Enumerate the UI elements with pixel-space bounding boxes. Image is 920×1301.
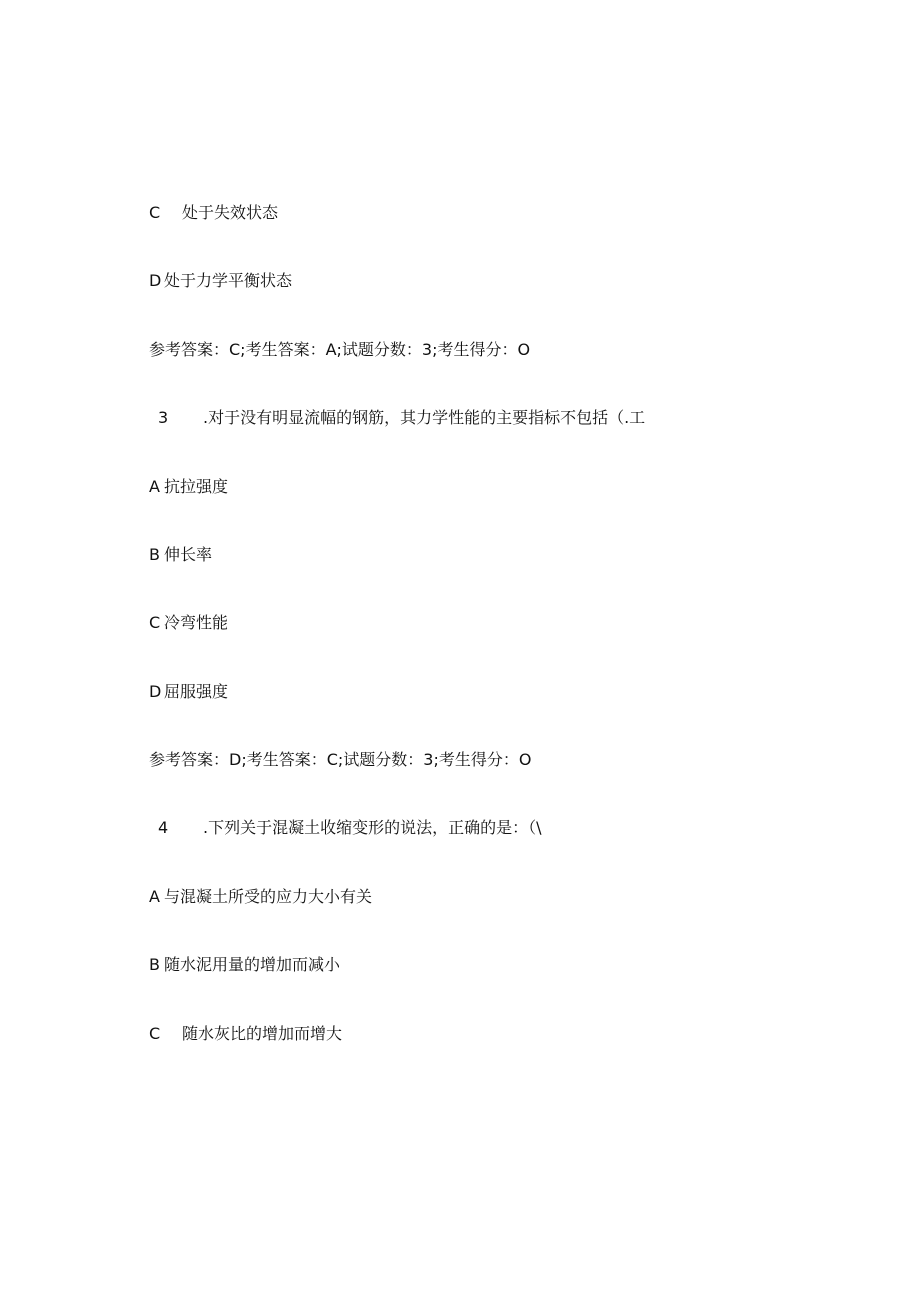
answer-summary-q3: 参考答案：D;考生答案：C;试题分数：3;考生得分：O xyxy=(149,750,532,769)
option-text: 伸长率 xyxy=(164,545,213,564)
option-letter: C xyxy=(149,613,161,632)
question-number: 3 xyxy=(158,408,169,427)
option-d-yield-strength xyxy=(149,681,228,703)
question-text: .下列关于混凝土收缩变形的说法，正确的是：（\ xyxy=(203,818,542,837)
option-text: 随水灰比的增加而增大 xyxy=(182,1024,343,1043)
option-letter: C xyxy=(149,1024,161,1043)
question-3 xyxy=(149,407,645,429)
option-letter: D xyxy=(149,271,162,290)
option-a-tensile-strength xyxy=(149,476,228,498)
option-c-failure-state xyxy=(149,202,278,224)
question-4 xyxy=(149,817,541,839)
option-a-stress-related xyxy=(149,886,372,908)
option-letter: C xyxy=(149,203,161,222)
option-text: 冷弯性能 xyxy=(164,613,229,632)
option-letter: B xyxy=(149,955,160,974)
option-c-water-cement-ratio xyxy=(149,1023,342,1045)
option-text: 屈服强度 xyxy=(164,682,229,701)
option-c-cold-bend xyxy=(149,612,228,634)
question-number: 4 xyxy=(158,818,169,837)
answer-summary-q2: 参考答案：C;考生答案：A;试题分数：3;考生得分：O xyxy=(149,340,531,359)
option-letter: D xyxy=(149,682,162,701)
option-text: 与混凝土所受的应力大小有关 xyxy=(164,887,373,906)
option-text: 随水泥用量的增加而减小 xyxy=(164,955,341,974)
option-letter: A xyxy=(149,477,160,496)
option-letter: B xyxy=(149,545,160,564)
option-text: 处于失效状态 xyxy=(182,203,279,222)
option-d-equilibrium-state xyxy=(149,270,292,292)
question-text: .对于没有明显流幅的钢筋，其力学性能的主要指标不包括（.工 xyxy=(203,408,646,427)
option-b-cement-content xyxy=(149,954,340,976)
option-letter: A xyxy=(149,887,160,906)
option-text: 抗拉强度 xyxy=(164,477,229,496)
option-text: 处于力学平衡状态 xyxy=(164,271,293,290)
option-b-elongation xyxy=(149,544,212,566)
